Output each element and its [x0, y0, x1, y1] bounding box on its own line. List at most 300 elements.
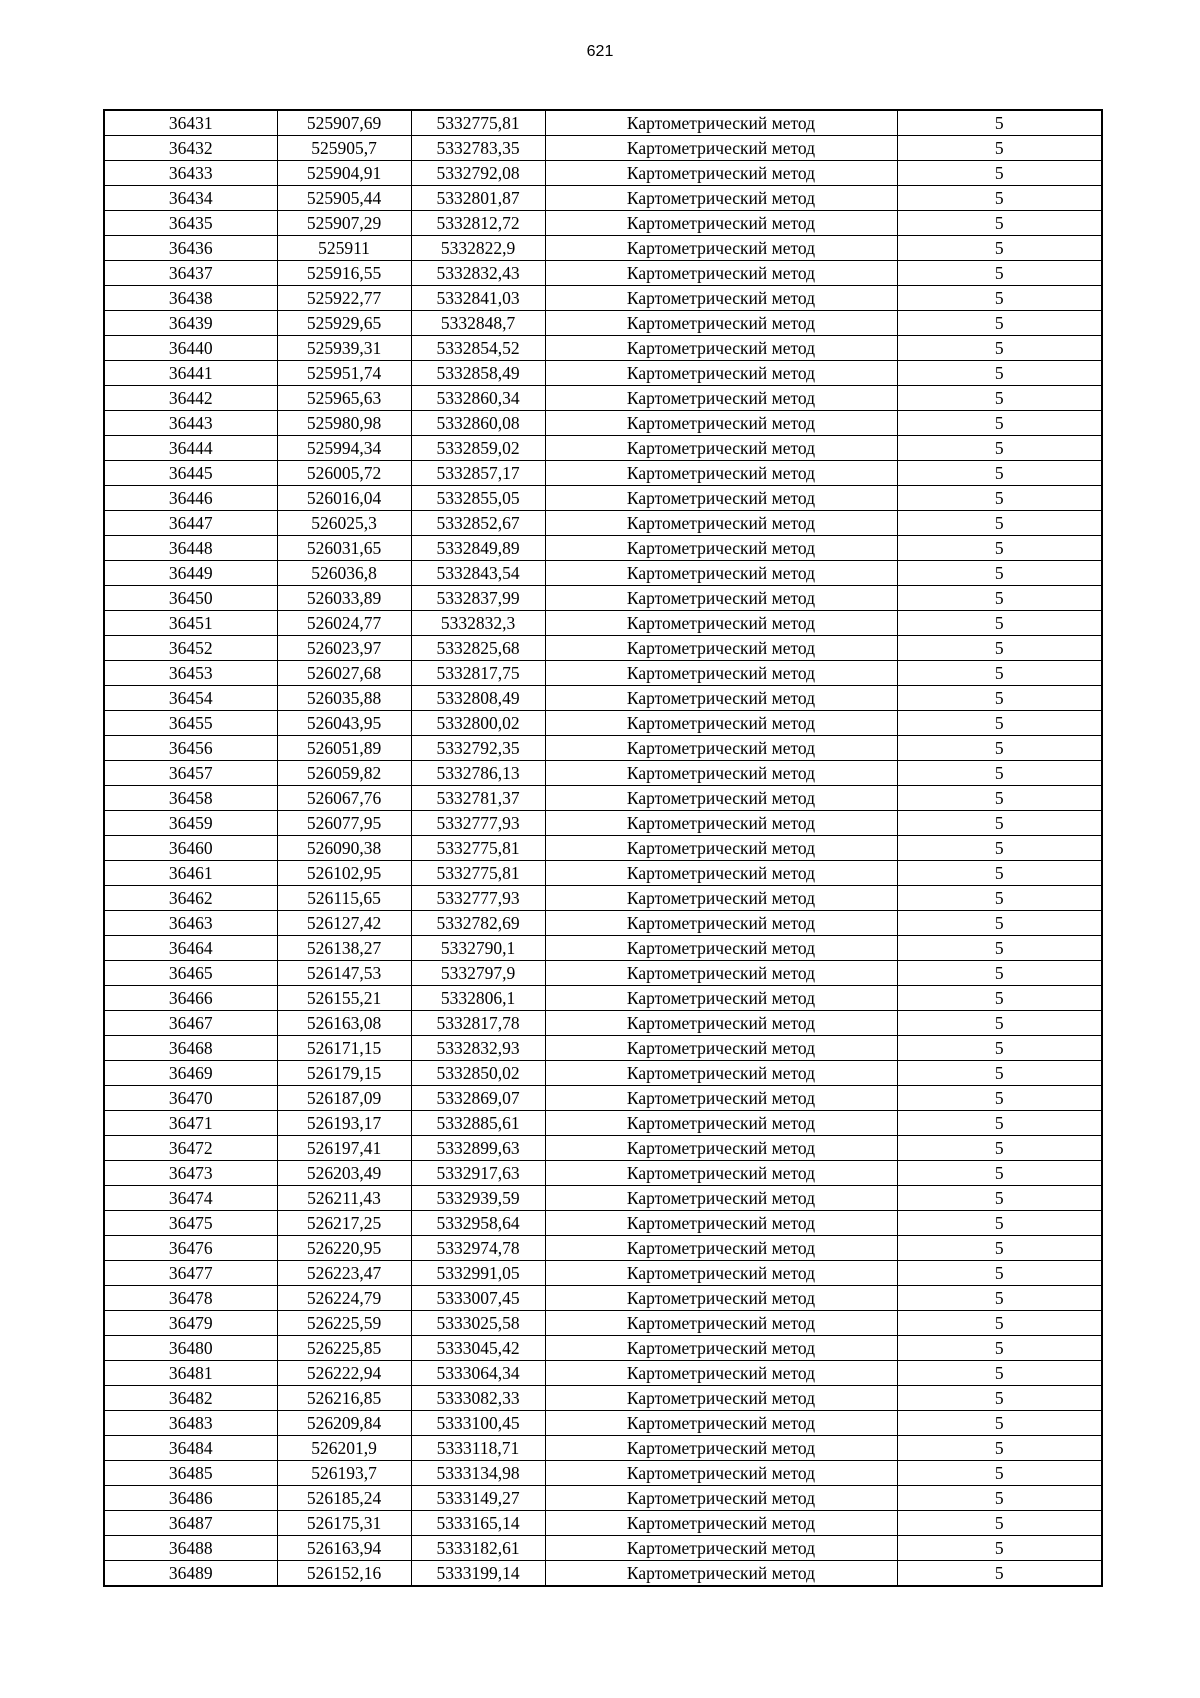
x-coordinate-cell: 526193,17 — [277, 1111, 411, 1136]
accuracy-cell: 5 — [897, 1536, 1102, 1561]
method-cell: Картометрический метод — [545, 1036, 897, 1061]
table-row — [104, 1336, 1102, 1361]
accuracy-cell: 5 — [897, 1286, 1102, 1311]
y-coordinate-cell: 5332899,63 — [411, 1136, 545, 1161]
table-row — [104, 261, 1102, 286]
y-coordinate-cell: 5332860,08 — [411, 411, 545, 436]
x-coordinate-cell: 526185,24 — [277, 1486, 411, 1511]
y-coordinate-cell: 5332822,9 — [411, 236, 545, 261]
method-cell: Картометрический метод — [545, 1011, 897, 1036]
method-cell: Картометрический метод — [545, 411, 897, 436]
point-number-cell: 36435 — [104, 211, 277, 236]
accuracy-cell: 5 — [897, 1186, 1102, 1211]
y-coordinate-cell: 5332812,72 — [411, 211, 545, 236]
table-row — [104, 511, 1102, 536]
x-coordinate-cell: 526201,9 — [277, 1436, 411, 1461]
point-number-cell: 36488 — [104, 1536, 277, 1561]
y-coordinate-cell: 5332854,52 — [411, 336, 545, 361]
x-coordinate-cell: 526220,95 — [277, 1236, 411, 1261]
y-coordinate-cell: 5333045,42 — [411, 1336, 545, 1361]
y-coordinate-cell: 5332859,02 — [411, 436, 545, 461]
point-number-cell: 36445 — [104, 461, 277, 486]
point-number-cell: 36441 — [104, 361, 277, 386]
y-coordinate-cell: 5332808,49 — [411, 686, 545, 711]
table-row — [104, 1486, 1102, 1511]
y-coordinate-cell: 5333082,33 — [411, 1386, 545, 1411]
y-coordinate-cell: 5332991,05 — [411, 1261, 545, 1286]
y-coordinate-cell: 5333118,71 — [411, 1436, 545, 1461]
table-row — [104, 811, 1102, 836]
table-row — [104, 836, 1102, 861]
point-number-cell: 36453 — [104, 661, 277, 686]
accuracy-cell: 5 — [897, 961, 1102, 986]
accuracy-cell: 5 — [897, 1336, 1102, 1361]
point-number-cell: 36486 — [104, 1486, 277, 1511]
method-cell: Картометрический метод — [545, 886, 897, 911]
accuracy-cell: 5 — [897, 861, 1102, 886]
table-row — [104, 311, 1102, 336]
accuracy-cell: 5 — [897, 386, 1102, 411]
accuracy-cell: 5 — [897, 1511, 1102, 1536]
method-cell: Картометрический метод — [545, 861, 897, 886]
y-coordinate-cell: 5333199,14 — [411, 1561, 545, 1587]
y-coordinate-cell: 5333007,45 — [411, 1286, 545, 1311]
y-coordinate-cell: 5332817,78 — [411, 1011, 545, 1036]
x-coordinate-cell: 526077,95 — [277, 811, 411, 836]
x-coordinate-cell: 526197,41 — [277, 1136, 411, 1161]
table-row — [104, 1411, 1102, 1436]
y-coordinate-cell: 5333182,61 — [411, 1536, 545, 1561]
point-number-cell: 36477 — [104, 1261, 277, 1286]
method-cell: Картометрический метод — [545, 1311, 897, 1336]
x-coordinate-cell: 526171,15 — [277, 1036, 411, 1061]
method-cell: Картометрический метод — [545, 1061, 897, 1086]
accuracy-cell: 5 — [897, 1211, 1102, 1236]
x-coordinate-cell: 526059,82 — [277, 761, 411, 786]
method-cell: Картометрический метод — [545, 836, 897, 861]
table-row — [104, 536, 1102, 561]
method-cell: Картометрический метод — [545, 811, 897, 836]
method-cell: Картометрический метод — [545, 136, 897, 161]
table-row — [104, 1136, 1102, 1161]
table-row — [104, 211, 1102, 236]
accuracy-cell: 5 — [897, 261, 1102, 286]
y-coordinate-cell: 5332939,59 — [411, 1186, 545, 1211]
point-number-cell: 36469 — [104, 1061, 277, 1086]
accuracy-cell: 5 — [897, 486, 1102, 511]
x-coordinate-cell: 525965,63 — [277, 386, 411, 411]
x-coordinate-cell: 526155,21 — [277, 986, 411, 1011]
x-coordinate-cell: 526216,85 — [277, 1386, 411, 1411]
method-cell: Картометрический метод — [545, 686, 897, 711]
point-number-cell: 36438 — [104, 286, 277, 311]
x-coordinate-cell: 526211,43 — [277, 1186, 411, 1211]
accuracy-cell: 5 — [897, 1011, 1102, 1036]
point-number-cell: 36433 — [104, 161, 277, 186]
x-coordinate-cell: 526035,88 — [277, 686, 411, 711]
table-row — [104, 1186, 1102, 1211]
x-coordinate-cell: 525929,65 — [277, 311, 411, 336]
y-coordinate-cell: 5333149,27 — [411, 1486, 545, 1511]
table-row — [104, 736, 1102, 761]
method-cell: Картометрический метод — [545, 586, 897, 611]
point-number-cell: 36436 — [104, 236, 277, 261]
method-cell: Картометрический метод — [545, 536, 897, 561]
y-coordinate-cell: 5332797,9 — [411, 961, 545, 986]
x-coordinate-cell: 525905,7 — [277, 136, 411, 161]
method-cell: Картометрический метод — [545, 461, 897, 486]
method-cell: Картометрический метод — [545, 1336, 897, 1361]
method-cell: Картометрический метод — [545, 1086, 897, 1111]
accuracy-cell: 5 — [897, 636, 1102, 661]
accuracy-cell: 5 — [897, 1386, 1102, 1411]
x-coordinate-cell: 526179,15 — [277, 1061, 411, 1086]
table-row — [104, 636, 1102, 661]
method-cell: Картометрический метод — [545, 1261, 897, 1286]
method-cell: Картометрический метод — [545, 636, 897, 661]
method-cell: Картометрический метод — [545, 161, 897, 186]
point-number-cell: 36456 — [104, 736, 277, 761]
coordinates-table-body — [104, 110, 1102, 1586]
y-coordinate-cell: 5332790,1 — [411, 936, 545, 961]
x-coordinate-cell: 525904,91 — [277, 161, 411, 186]
point-number-cell: 36434 — [104, 186, 277, 211]
y-coordinate-cell: 5332885,61 — [411, 1111, 545, 1136]
accuracy-cell: 5 — [897, 136, 1102, 161]
table-row — [104, 936, 1102, 961]
table-row — [104, 186, 1102, 211]
table-row — [104, 361, 1102, 386]
table-row — [104, 661, 1102, 686]
accuracy-cell: 5 — [897, 836, 1102, 861]
x-coordinate-cell: 526152,16 — [277, 1561, 411, 1587]
y-coordinate-cell: 5332801,87 — [411, 186, 545, 211]
point-number-cell: 36475 — [104, 1211, 277, 1236]
x-coordinate-cell: 526005,72 — [277, 461, 411, 486]
point-number-cell: 36470 — [104, 1086, 277, 1111]
method-cell: Картометрический метод — [545, 761, 897, 786]
method-cell: Картометрический метод — [545, 736, 897, 761]
x-coordinate-cell: 526051,89 — [277, 736, 411, 761]
x-coordinate-cell: 525907,29 — [277, 211, 411, 236]
table-row — [104, 136, 1102, 161]
point-number-cell: 36465 — [104, 961, 277, 986]
accuracy-cell: 5 — [897, 461, 1102, 486]
x-coordinate-cell: 526043,95 — [277, 711, 411, 736]
x-coordinate-cell: 526138,27 — [277, 936, 411, 961]
table-row — [104, 1311, 1102, 1336]
accuracy-cell: 5 — [897, 611, 1102, 636]
method-cell: Картометрический метод — [545, 261, 897, 286]
method-cell: Картометрический метод — [545, 1411, 897, 1436]
point-number-cell: 36452 — [104, 636, 277, 661]
y-coordinate-cell: 5332777,93 — [411, 811, 545, 836]
page-number: 621 — [586, 43, 614, 60]
point-number-cell: 36439 — [104, 311, 277, 336]
accuracy-cell: 5 — [897, 811, 1102, 836]
point-number-cell: 36451 — [104, 611, 277, 636]
x-coordinate-cell: 526223,47 — [277, 1261, 411, 1286]
point-number-cell: 36454 — [104, 686, 277, 711]
table-row — [104, 961, 1102, 986]
y-coordinate-cell: 5332843,54 — [411, 561, 545, 586]
y-coordinate-cell: 5332832,3 — [411, 611, 545, 636]
accuracy-cell: 5 — [897, 561, 1102, 586]
point-number-cell: 36449 — [104, 561, 277, 586]
y-coordinate-cell: 5332974,78 — [411, 1236, 545, 1261]
table-row — [104, 336, 1102, 361]
accuracy-cell: 5 — [897, 686, 1102, 711]
table-row — [104, 786, 1102, 811]
accuracy-cell: 5 — [897, 1411, 1102, 1436]
y-coordinate-cell: 5332858,49 — [411, 361, 545, 386]
method-cell: Картометрический метод — [545, 936, 897, 961]
method-cell: Картометрический метод — [545, 561, 897, 586]
x-coordinate-cell: 525916,55 — [277, 261, 411, 286]
point-number-cell: 36483 — [104, 1411, 277, 1436]
x-coordinate-cell: 525994,34 — [277, 436, 411, 461]
accuracy-cell: 5 — [897, 736, 1102, 761]
x-coordinate-cell: 526175,31 — [277, 1511, 411, 1536]
accuracy-cell: 5 — [897, 1261, 1102, 1286]
x-coordinate-cell: 526115,65 — [277, 886, 411, 911]
table-row — [104, 911, 1102, 936]
table-row — [104, 1361, 1102, 1386]
accuracy-cell: 5 — [897, 1136, 1102, 1161]
table-row — [104, 461, 1102, 486]
y-coordinate-cell: 5332860,34 — [411, 386, 545, 411]
accuracy-cell: 5 — [897, 286, 1102, 311]
table-row — [104, 986, 1102, 1011]
method-cell: Картометрический метод — [545, 1236, 897, 1261]
method-cell: Картометрический метод — [545, 1361, 897, 1386]
x-coordinate-cell: 526031,65 — [277, 536, 411, 561]
x-coordinate-cell: 525911 — [277, 236, 411, 261]
point-number-cell: 36464 — [104, 936, 277, 961]
accuracy-cell: 5 — [897, 411, 1102, 436]
method-cell: Картометрический метод — [545, 1561, 897, 1587]
x-coordinate-cell: 525907,69 — [277, 110, 411, 136]
accuracy-cell: 5 — [897, 586, 1102, 611]
table-row — [104, 886, 1102, 911]
y-coordinate-cell: 5333100,45 — [411, 1411, 545, 1436]
accuracy-cell: 5 — [897, 336, 1102, 361]
point-number-cell: 36473 — [104, 1161, 277, 1186]
point-number-cell: 36443 — [104, 411, 277, 436]
x-coordinate-cell: 525922,77 — [277, 286, 411, 311]
method-cell: Картометрический метод — [545, 311, 897, 336]
y-coordinate-cell: 5332817,75 — [411, 661, 545, 686]
point-number-cell: 36440 — [104, 336, 277, 361]
x-coordinate-cell: 525905,44 — [277, 186, 411, 211]
table-row — [104, 586, 1102, 611]
table-row — [104, 1086, 1102, 1111]
x-coordinate-cell: 526127,42 — [277, 911, 411, 936]
point-number-cell: 36442 — [104, 386, 277, 411]
method-cell: Картометрический метод — [545, 1161, 897, 1186]
x-coordinate-cell: 526025,3 — [277, 511, 411, 536]
y-coordinate-cell: 5332917,63 — [411, 1161, 545, 1186]
point-number-cell: 36467 — [104, 1011, 277, 1036]
table-row — [104, 1161, 1102, 1186]
y-coordinate-cell: 5332849,89 — [411, 536, 545, 561]
y-coordinate-cell: 5332782,69 — [411, 911, 545, 936]
accuracy-cell: 5 — [897, 711, 1102, 736]
y-coordinate-cell: 5333025,58 — [411, 1311, 545, 1336]
accuracy-cell: 5 — [897, 1311, 1102, 1336]
accuracy-cell: 5 — [897, 536, 1102, 561]
y-coordinate-cell: 5332832,43 — [411, 261, 545, 286]
x-coordinate-cell: 526187,09 — [277, 1086, 411, 1111]
method-cell: Картометрический метод — [545, 211, 897, 236]
accuracy-cell: 5 — [897, 511, 1102, 536]
point-number-cell: 36462 — [104, 886, 277, 911]
point-number-cell: 36459 — [104, 811, 277, 836]
table-row — [104, 1211, 1102, 1236]
accuracy-cell: 5 — [897, 986, 1102, 1011]
accuracy-cell: 5 — [897, 1236, 1102, 1261]
method-cell: Картометрический метод — [545, 711, 897, 736]
table-row — [104, 1036, 1102, 1061]
method-cell: Картометрический метод — [545, 611, 897, 636]
table-row — [104, 286, 1102, 311]
accuracy-cell: 5 — [897, 886, 1102, 911]
y-coordinate-cell: 5332806,1 — [411, 986, 545, 1011]
point-number-cell: 36479 — [104, 1311, 277, 1336]
accuracy-cell: 5 — [897, 436, 1102, 461]
accuracy-cell: 5 — [897, 786, 1102, 811]
point-number-cell: 36446 — [104, 486, 277, 511]
table-row — [104, 436, 1102, 461]
x-coordinate-cell: 526027,68 — [277, 661, 411, 686]
table-row — [104, 236, 1102, 261]
y-coordinate-cell: 5332850,02 — [411, 1061, 545, 1086]
y-coordinate-cell: 5333064,34 — [411, 1361, 545, 1386]
accuracy-cell: 5 — [897, 1086, 1102, 1111]
table-row — [104, 1386, 1102, 1411]
y-coordinate-cell: 5332786,13 — [411, 761, 545, 786]
method-cell: Картометрический метод — [545, 1486, 897, 1511]
accuracy-cell: 5 — [897, 1461, 1102, 1486]
method-cell: Картометрический метод — [545, 186, 897, 211]
y-coordinate-cell: 5332825,68 — [411, 636, 545, 661]
y-coordinate-cell: 5332781,37 — [411, 786, 545, 811]
y-coordinate-cell: 5333165,14 — [411, 1511, 545, 1536]
point-number-cell: 36466 — [104, 986, 277, 1011]
x-coordinate-cell: 526090,38 — [277, 836, 411, 861]
table-row — [104, 561, 1102, 586]
method-cell: Картометрический метод — [545, 1136, 897, 1161]
table-row — [104, 1286, 1102, 1311]
table-row — [104, 1511, 1102, 1536]
accuracy-cell: 5 — [897, 661, 1102, 686]
method-cell: Картометрический метод — [545, 1111, 897, 1136]
method-cell: Картометрический метод — [545, 236, 897, 261]
x-coordinate-cell: 526147,53 — [277, 961, 411, 986]
coordinates-table — [103, 109, 1103, 1587]
method-cell: Картометрический метод — [545, 911, 897, 936]
point-number-cell: 36432 — [104, 136, 277, 161]
accuracy-cell: 5 — [897, 936, 1102, 961]
table-row — [104, 1111, 1102, 1136]
method-cell: Картометрический метод — [545, 986, 897, 1011]
method-cell: Картометрический метод — [545, 1211, 897, 1236]
table-row — [104, 1011, 1102, 1036]
point-number-cell: 36476 — [104, 1236, 277, 1261]
method-cell: Картометрический метод — [545, 110, 897, 136]
accuracy-cell: 5 — [897, 110, 1102, 136]
method-cell: Картометрический метод — [545, 786, 897, 811]
y-coordinate-cell: 5332783,35 — [411, 136, 545, 161]
x-coordinate-cell: 526023,97 — [277, 636, 411, 661]
table-row — [104, 711, 1102, 736]
y-coordinate-cell: 5332852,67 — [411, 511, 545, 536]
accuracy-cell: 5 — [897, 186, 1102, 211]
method-cell: Картометрический метод — [545, 386, 897, 411]
point-number-cell: 36474 — [104, 1186, 277, 1211]
accuracy-cell: 5 — [897, 161, 1102, 186]
x-coordinate-cell: 525939,31 — [277, 336, 411, 361]
x-coordinate-cell: 526036,8 — [277, 561, 411, 586]
accuracy-cell: 5 — [897, 1561, 1102, 1587]
y-coordinate-cell: 5332800,02 — [411, 711, 545, 736]
point-number-cell: 36482 — [104, 1386, 277, 1411]
y-coordinate-cell: 5332775,81 — [411, 861, 545, 886]
x-coordinate-cell: 526225,59 — [277, 1311, 411, 1336]
accuracy-cell: 5 — [897, 1486, 1102, 1511]
method-cell: Картометрический метод — [545, 361, 897, 386]
accuracy-cell: 5 — [897, 311, 1102, 336]
x-coordinate-cell: 526203,49 — [277, 1161, 411, 1186]
point-number-cell: 36489 — [104, 1561, 277, 1587]
method-cell: Картометрический метод — [545, 286, 897, 311]
x-coordinate-cell: 526163,08 — [277, 1011, 411, 1036]
method-cell: Картометрический метод — [545, 1436, 897, 1461]
accuracy-cell: 5 — [897, 761, 1102, 786]
x-coordinate-cell: 526217,25 — [277, 1211, 411, 1236]
accuracy-cell: 5 — [897, 1036, 1102, 1061]
x-coordinate-cell: 526224,79 — [277, 1286, 411, 1311]
accuracy-cell: 5 — [897, 1061, 1102, 1086]
method-cell: Картометрический метод — [545, 436, 897, 461]
table-row — [104, 1536, 1102, 1561]
accuracy-cell: 5 — [897, 911, 1102, 936]
point-number-cell: 36468 — [104, 1036, 277, 1061]
table-row — [104, 1236, 1102, 1261]
accuracy-cell: 5 — [897, 1361, 1102, 1386]
x-coordinate-cell: 525980,98 — [277, 411, 411, 436]
method-cell: Картометрический метод — [545, 1511, 897, 1536]
point-number-cell: 36487 — [104, 1511, 277, 1536]
point-number-cell: 36444 — [104, 436, 277, 461]
accuracy-cell: 5 — [897, 1436, 1102, 1461]
point-number-cell: 36463 — [104, 911, 277, 936]
point-number-cell: 36461 — [104, 861, 277, 886]
method-cell: Картометрический метод — [545, 1286, 897, 1311]
table-row — [104, 1461, 1102, 1486]
y-coordinate-cell: 5332775,81 — [411, 836, 545, 861]
x-coordinate-cell: 526209,84 — [277, 1411, 411, 1436]
point-number-cell: 36431 — [104, 110, 277, 136]
x-coordinate-cell: 526193,7 — [277, 1461, 411, 1486]
point-number-cell: 36460 — [104, 836, 277, 861]
table-row — [104, 110, 1102, 136]
table-row — [104, 1561, 1102, 1587]
table-row — [104, 411, 1102, 436]
point-number-cell: 36437 — [104, 261, 277, 286]
point-number-cell: 36485 — [104, 1461, 277, 1486]
point-number-cell: 36457 — [104, 761, 277, 786]
